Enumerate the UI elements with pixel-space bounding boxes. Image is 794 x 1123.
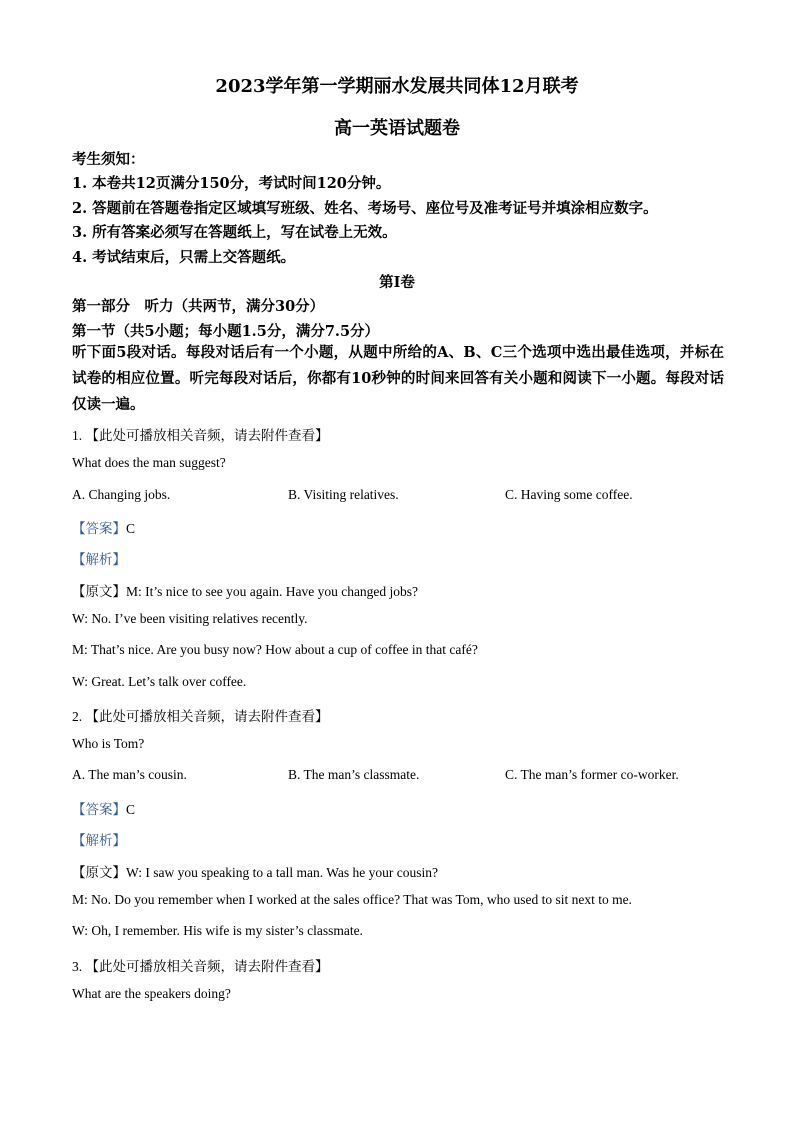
answer-line [72,798,135,818]
option-b: B. The man’s classmate. [288,767,420,782]
option-c: C. Having some coffee. [505,487,633,502]
section-heading: 第一节（共5小题；每小题1.5分，满分7.5分） [72,323,380,340]
notice-item: 4. 考试结束后，只需上交答题纸。 [72,249,296,266]
transcript-line: 【原文】W: I saw you speaking to a tall man. Was he your cousin? [72,865,438,880]
answer-tag: 【答案】 [72,521,126,536]
transcript-line: M: No. Do you remember when I worked at the sales office? That was Tom, who used to sit next to me. [72,892,632,907]
transcript-line: W: No. I’ve been visiting relatives recently. [72,611,308,626]
question-stem: What are the speakers doing? [72,986,231,1001]
option-a: A. The man’s cousin. [72,767,187,782]
notice-item: 1. 本卷共12页满分150分，考试时间120分钟。 [72,175,391,192]
option-c: C. The man’s former co-worker. [505,767,679,782]
notice-item: 2. 答题前在答题卷指定区域填写班级、姓名、考场号、座位号及准考证号并填涂相应数字。 [72,200,658,217]
answer-value: C [126,521,136,536]
option-b: B. Visiting relatives. [288,487,399,502]
question-stem: Who is Tom? [72,736,145,751]
answer-tag: 【答案】 [72,802,126,817]
notice-item: 3. 所有答案必须写在答题纸上，写在试卷上无效。 [72,224,397,241]
question-audio-line[interactable]: 1. 【此处可播放相关音频，请去附件查看】 [72,428,329,443]
transcript-line: W: Great. Let’s talk over coffee. [72,674,247,689]
instructions-paragraph: 听下面5段对话。每段对话后有一个小题，从题中所给的A、B、C三个选项中选出最佳选项，并标在试卷的相应位置。听完每段对话后，你都有10秒钟的时间来回答有关小题和阅读下一小题。每段对话仅读一遍。 [72,344,724,413]
exam-subtitle: 高一英语试题卷 [334,118,460,139]
part-heading: 第一部分 听力（共两节，满分30分） [72,298,325,315]
transcript-line: 【原文】M: It’s nice to see you again. Have you changed jobs? [72,584,419,599]
question-audio-line[interactable]: 2. 【此处可播放相关音频，请去附件查看】 [72,709,329,724]
analysis-tag: 【解析】 [72,833,126,848]
option-a: A. Changing jobs. [72,487,171,502]
notice-heading: 考生须知： [72,151,145,168]
question-audio-line[interactable]: 3. 【此处可播放相关音频，请去附件查看】 [72,959,329,974]
answer-line [72,517,135,537]
exam-title: 2023学年第一学期丽水发展共同体12月联考 [215,76,579,97]
analysis-tag: 【解析】 [72,552,126,567]
transcript-line: W: Oh, I remember. His wife is my sister’s classmate. [72,923,363,938]
question-stem: What does the man suggest? [72,455,226,470]
transcript-line: M: That’s nice. Are you busy now? How about a cup of coffee in that café? [72,642,478,657]
answer-value: C [126,802,136,817]
volume-heading: 第Ⅰ卷 [379,274,415,291]
